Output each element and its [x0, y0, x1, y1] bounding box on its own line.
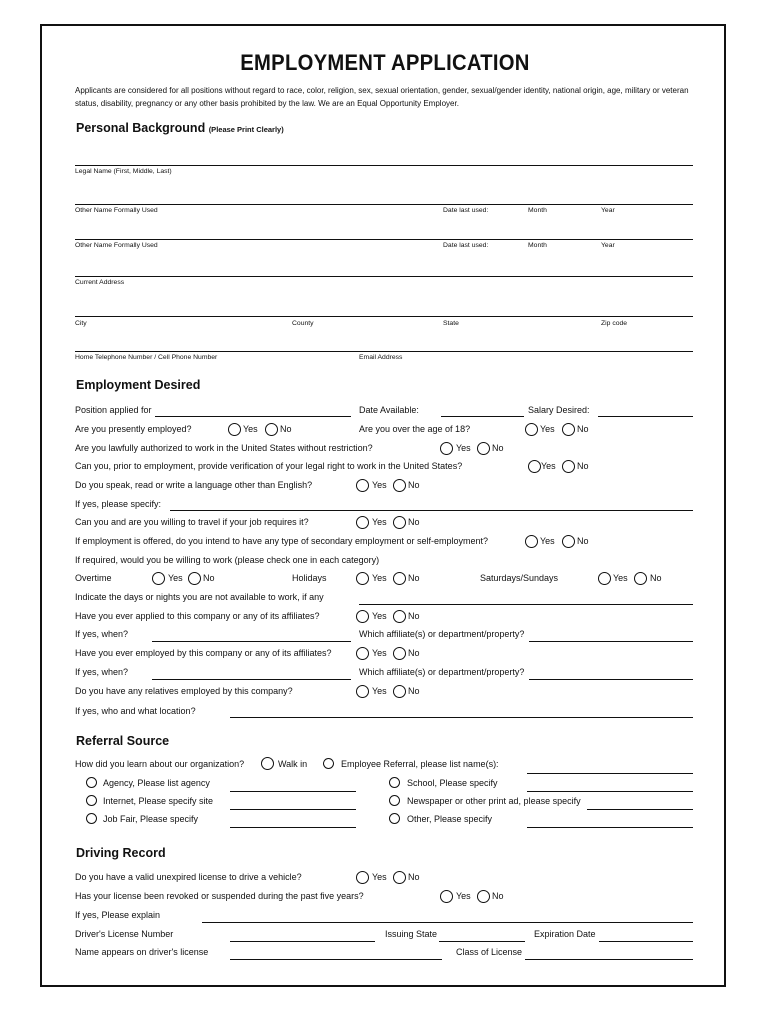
section-employment-desired: Employment Desired: [76, 378, 201, 392]
month-1-label: Month: [528, 207, 547, 214]
over18-yes-radio[interactable]: [525, 423, 538, 436]
agency-label: Agency, Please list agency: [103, 778, 210, 788]
verification-question: Can you, prior to employment, provide verification of your legal right to work in the United States?: [75, 461, 463, 471]
verification-yes-label: Yes: [541, 461, 556, 471]
language-yes-label: Yes: [372, 480, 387, 490]
agency-radio[interactable]: [86, 777, 97, 788]
relatives-no-label: No: [408, 686, 420, 696]
other-name-1-label: Other Name Formally Used: [75, 207, 158, 214]
page-title: EMPLOYMENT APPLICATION: [240, 50, 530, 75]
school-label: School, Please specify: [407, 778, 498, 788]
county-label: County: [292, 320, 314, 327]
holidays-no-label: No: [408, 573, 420, 583]
date-available-label: Date Available:: [359, 405, 419, 415]
applied-when-label: If yes, when?: [75, 629, 129, 639]
language-specify-input[interactable]: [170, 510, 693, 511]
name-on-license-label: Name appears on driver's license: [75, 947, 209, 957]
legal-name-label: Legal Name (First, Middle, Last): [75, 168, 172, 175]
relatives-who-label: If yes, who and what location?: [75, 706, 196, 716]
revoked-yes-label: Yes: [456, 891, 471, 901]
explain-label: If yes, Please explain: [75, 910, 161, 920]
phone-email-line[interactable]: [75, 351, 693, 352]
legal-name-line[interactable]: [75, 165, 693, 166]
overtime-no-label: No: [203, 573, 215, 583]
weekends-no-radio[interactable]: [634, 572, 647, 585]
section-personal-background: [76, 121, 284, 135]
revoked-yes-radio[interactable]: [440, 890, 453, 903]
print-note: (Please Print Clearly): [208, 125, 284, 134]
holidays-label: Holidays: [292, 573, 327, 583]
name-on-license-input[interactable]: [230, 959, 442, 960]
employee-referral-label: Employee Referral, please list name(s):: [341, 759, 499, 769]
explain-input[interactable]: [202, 922, 693, 923]
authorized-no-label: No: [492, 443, 504, 453]
employed-before-no-label: No: [408, 648, 420, 658]
expiration-input[interactable]: [599, 941, 693, 942]
weekends-no-label: No: [650, 573, 662, 583]
revoked-no-label: No: [492, 891, 504, 901]
license-class-label: Class of License: [456, 947, 523, 957]
secondary-no-radio[interactable]: [562, 535, 575, 548]
applied-which-input[interactable]: [529, 641, 693, 642]
language-yes-radio[interactable]: [356, 479, 369, 492]
weekends-yes-label: Yes: [613, 573, 628, 583]
job-fair-input[interactable]: [230, 827, 356, 828]
internet-radio[interactable]: [86, 795, 97, 806]
job-fair-radio[interactable]: [86, 813, 97, 824]
position-input[interactable]: [155, 416, 351, 417]
walk-in-label: Walk in: [278, 759, 308, 769]
secondary-yes-radio[interactable]: [525, 535, 538, 548]
job-fair-label: Job Fair, Please specify: [103, 814, 199, 824]
expiration-label: Expiration Date: [534, 929, 596, 939]
applied-no-label: No: [408, 611, 420, 621]
weekends-label: Saturdays/Sundays: [480, 573, 559, 583]
holidays-yes-radio[interactable]: [356, 572, 369, 585]
language-no-radio[interactable]: [393, 479, 406, 492]
employed-yes-label: Yes: [243, 424, 258, 434]
authorized-yes-label: Yes: [456, 443, 471, 453]
referral-question: How did you learn about our organization?: [75, 759, 245, 769]
address-label: Current Address: [75, 279, 125, 286]
overtime-yes-label: Yes: [168, 573, 183, 583]
relatives-question: Do you have any relatives employed by this company?: [75, 686, 293, 696]
overtime-label: Overtime: [75, 573, 112, 583]
applied-question: Have you ever applied to this company or any of its affiliates?: [75, 611, 320, 621]
year-1-label: Year: [601, 207, 615, 214]
secondary-no-label: No: [577, 536, 589, 546]
newspaper-input[interactable]: [587, 809, 693, 810]
applied-yes-label: Yes: [372, 611, 387, 621]
verification-no-label: No: [577, 461, 589, 471]
newspaper-radio[interactable]: [389, 795, 400, 806]
secondary-question: If employment is offered, do you intend to have any type of secondary employment or self-employment?: [75, 536, 489, 546]
verification-no-radio[interactable]: [562, 460, 575, 473]
issuing-state-input[interactable]: [439, 941, 525, 942]
date-available-input[interactable]: [441, 416, 524, 417]
school-radio[interactable]: [389, 777, 400, 788]
internet-input[interactable]: [230, 809, 356, 810]
other-input[interactable]: [527, 827, 693, 828]
eeo-statement: Applicants are considered for all positions without regard to race, color, religion, sex, sexual orientation, gender, sexual/gender identity, national origin, age, military or veteran status, disability, pregnancy or any other basis prohibited by the law. We are an Equal Opportunity Employer.: [75, 86, 689, 108]
willing-question: If required, would you be willing to work (please check one in each category): [75, 555, 380, 565]
license-question: Do you have a valid unexpired license to drive a vehicle?: [75, 872, 302, 882]
not-available-input[interactable]: [359, 604, 693, 605]
employed-before-no-radio[interactable]: [393, 647, 406, 660]
holidays-no-radio[interactable]: [393, 572, 406, 585]
other-name-1-line[interactable]: [75, 204, 693, 205]
phone-label: Home Telephone Number / Cell Phone Number: [75, 354, 218, 361]
relatives-yes-label: Yes: [372, 686, 387, 696]
relatives-yes-radio[interactable]: [356, 685, 369, 698]
applied-no-radio[interactable]: [393, 610, 406, 623]
license-number-input[interactable]: [230, 941, 375, 942]
employed-which-input[interactable]: [529, 679, 693, 680]
newspaper-label: Newspaper or other print ad, please specify: [407, 796, 581, 806]
over18-question: Are you over the age of 18?: [359, 424, 471, 434]
travel-no-label: No: [408, 517, 420, 527]
applied-which-label: Which affiliate(s) or department/property?: [359, 629, 525, 639]
state-label: State: [443, 320, 459, 327]
employed-no-radio[interactable]: [265, 423, 278, 436]
employed-when-input[interactable]: [152, 679, 351, 680]
walk-in-radio[interactable]: [261, 757, 274, 770]
internet-label: Internet, Please specify site: [103, 796, 214, 806]
authorized-no-radio[interactable]: [477, 442, 490, 455]
date-last-used-2-label: Date last used:: [443, 242, 489, 249]
travel-yes-label: Yes: [372, 517, 387, 527]
over18-no-radio[interactable]: [562, 423, 575, 436]
employed-before-question: Have you ever employed by this company or any of its affiliates?: [75, 648, 332, 658]
city-label: City: [75, 320, 87, 327]
authorized-question: Are you lawfully authorized to work in the United States without restriction?: [75, 443, 373, 453]
other-label: Other, Please specify: [407, 814, 493, 824]
license-no-label: No: [408, 872, 420, 882]
other-name-2-line[interactable]: [75, 239, 693, 240]
employed-which-label: Which affiliate(s) or department/property?: [359, 667, 525, 677]
employed-yes-radio[interactable]: [228, 423, 241, 436]
employee-referral-input[interactable]: [527, 773, 693, 774]
year-2-label: Year: [601, 242, 615, 249]
email-label: Email Address: [359, 354, 403, 361]
license-no-radio[interactable]: [393, 871, 406, 884]
over18-no-label: No: [577, 424, 589, 434]
language-question: Do you speak, read or write a language other than English?: [75, 480, 313, 490]
address-line[interactable]: [75, 276, 693, 277]
overtime-yes-radio[interactable]: [152, 572, 165, 585]
city-line[interactable]: [75, 316, 693, 317]
agency-input[interactable]: [230, 791, 356, 792]
relatives-no-radio[interactable]: [393, 685, 406, 698]
weekends-yes-radio[interactable]: [598, 572, 611, 585]
applied-yes-radio[interactable]: [356, 610, 369, 623]
section-title: Personal Background: [76, 121, 206, 135]
license-yes-label: Yes: [372, 872, 387, 882]
position-label: Position applied for: [75, 405, 152, 415]
language-no-label: No: [408, 480, 420, 490]
zip-label: Zip code: [601, 320, 628, 327]
applied-when-input[interactable]: [152, 641, 351, 642]
holidays-yes-label: Yes: [372, 573, 387, 583]
secondary-yes-label: Yes: [540, 536, 555, 546]
relatives-who-input[interactable]: [230, 717, 693, 718]
date-last-used-1-label: Date last used:: [443, 207, 489, 214]
other-name-2-label: Other Name Formally Used: [75, 242, 158, 249]
employed-question: Are you presently employed?: [75, 424, 192, 434]
salary-label: Salary Desired:: [528, 405, 590, 415]
travel-yes-radio[interactable]: [356, 516, 369, 529]
issuing-state-label: Issuing State: [385, 929, 438, 939]
license-yes-radio[interactable]: [356, 871, 369, 884]
language-specify-label: If yes, please specify:: [75, 499, 162, 509]
employed-when-label: If yes, when?: [75, 667, 129, 677]
authorized-yes-radio[interactable]: [440, 442, 453, 455]
employee-referral-radio[interactable]: [323, 758, 334, 769]
salary-input[interactable]: [598, 416, 693, 417]
school-input[interactable]: [527, 791, 693, 792]
travel-question: Can you and are you willing to travel if your job requires it?: [75, 517, 309, 527]
month-2-label: Month: [528, 242, 547, 249]
license-number-label: Driver's License Number: [75, 929, 174, 939]
revoked-no-radio[interactable]: [477, 890, 490, 903]
other-radio[interactable]: [389, 813, 400, 824]
travel-no-radio[interactable]: [393, 516, 406, 529]
verification-yes-radio[interactable]: [528, 460, 541, 473]
section-driving-record: Driving Record: [76, 846, 166, 860]
employed-before-yes-label: Yes: [372, 648, 387, 658]
section-referral-source: Referral Source: [76, 734, 170, 748]
revoked-question: Has your license been revoked or suspended during the past five years?: [75, 891, 364, 901]
overtime-no-radio[interactable]: [188, 572, 201, 585]
employed-before-yes-radio[interactable]: [356, 647, 369, 660]
over18-yes-label: Yes: [540, 424, 555, 434]
not-available-label: Indicate the days or nights you are not available to work, if any: [75, 592, 324, 602]
employed-no-label: No: [280, 424, 292, 434]
license-class-input[interactable]: [525, 959, 693, 960]
